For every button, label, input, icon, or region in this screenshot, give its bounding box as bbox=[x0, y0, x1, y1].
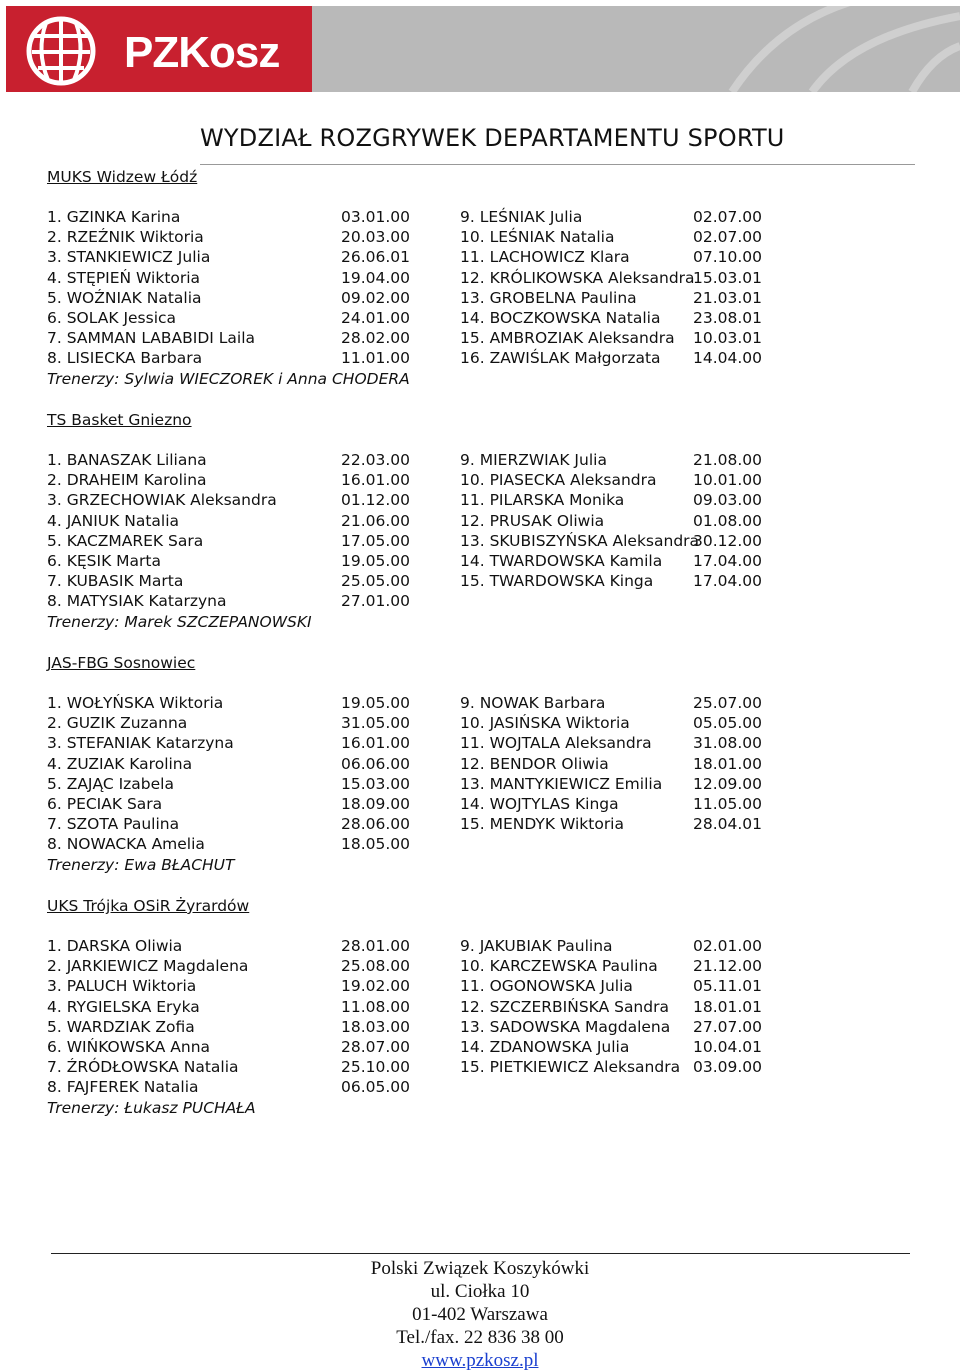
player-name: 11. OGONOWSKA Julia bbox=[460, 977, 633, 996]
team-name: UKS Trójka OSiR Żyrardów bbox=[47, 897, 250, 915]
player-name: 4. RYGIELSKA Eryka bbox=[47, 997, 200, 1016]
player-row bbox=[47, 552, 947, 572]
player-birthdate: 21.08.00 bbox=[693, 451, 763, 469]
player-name: 14. TWARDOWSKA Kamila bbox=[460, 552, 663, 570]
player-name: 4. ZUZIAK Karolina bbox=[47, 754, 193, 773]
player-name: 8. LISIECKA Barbara bbox=[47, 349, 203, 368]
player-birthdate: 21.12.00 bbox=[693, 957, 763, 976]
player-name: 15. AMBROZIAK Aleksandra bbox=[460, 329, 675, 348]
logo-wordmark: PZKosz bbox=[124, 28, 280, 77]
player-name: 3. PALUCH Wiktoria bbox=[47, 977, 197, 996]
player-birthdate: 12.09.00 bbox=[693, 774, 763, 793]
player-name: 2. GUZIK Zuzanna bbox=[47, 714, 188, 733]
player-name: 5. ZAJĄC Izabela bbox=[47, 774, 174, 793]
player-name: 6. KĘSIK Marta bbox=[47, 552, 161, 570]
player-birthdate: 03.01.00 bbox=[341, 208, 411, 226]
player-birthdate: 15.03.00 bbox=[341, 774, 411, 793]
player-name: 12. SZCZERBIŃSKA Sandra bbox=[460, 997, 669, 1016]
player-name: 1. DARSKA Oliwia bbox=[47, 937, 183, 955]
player-name: 13. GROBELNA Paulina bbox=[460, 288, 637, 307]
player-name: 3. GRZECHOWIAK Aleksandra bbox=[47, 491, 277, 510]
player-name: 7. KUBASIK Marta bbox=[47, 572, 184, 591]
player-name: 2. JARKIEWICZ Magdalena bbox=[47, 957, 249, 976]
player-birthdate: 19.04.00 bbox=[341, 268, 411, 287]
player-birthdate: 05.11.01 bbox=[693, 977, 763, 996]
player-birthdate: 09.02.00 bbox=[341, 288, 411, 307]
player-birthdate: 21.03.01 bbox=[693, 288, 763, 307]
team-name: MUKS Widzew Łódź bbox=[47, 168, 198, 186]
player-row bbox=[47, 734, 947, 754]
player-name: 3. STANKIEWICZ Julia bbox=[47, 248, 211, 267]
player-name: 7. SZOTA Paulina bbox=[47, 815, 180, 834]
footer-phone: Tel./fax. 22 836 38 00 bbox=[396, 1327, 564, 1348]
player-birthdate: 06.06.00 bbox=[341, 754, 411, 773]
player-row bbox=[47, 592, 947, 612]
player-row bbox=[47, 451, 947, 471]
player-row bbox=[47, 835, 947, 855]
player-name: 9. JAKUBIAK Paulina bbox=[460, 937, 613, 955]
player-name: 8. NOWACKA Amelia bbox=[47, 835, 205, 854]
player-name: 9. LEŚNIAK Julia bbox=[460, 208, 583, 226]
player-name: 15. PIETKIEWICZ Aleksandra bbox=[460, 1058, 681, 1077]
player-birthdate: 22.03.00 bbox=[341, 451, 411, 469]
player-name: 6. WIŃKOWSKA Anna bbox=[47, 1038, 211, 1056]
player-birthdate: 01.08.00 bbox=[693, 511, 763, 530]
player-name: 1. WOŁYŃSKA Wiktoria bbox=[47, 694, 224, 712]
player-row bbox=[47, 309, 947, 329]
logo-band bbox=[6, 6, 960, 92]
player-name: 13. MANTYKIEWICZ Emilia bbox=[460, 774, 663, 793]
player-birthdate: 18.09.00 bbox=[341, 795, 411, 813]
team-name: TS Basket Gniezno bbox=[47, 411, 192, 429]
player-row bbox=[47, 491, 947, 511]
player-name: 14. BOCZKOWSKA Natalia bbox=[460, 309, 661, 327]
coaches-line: Trenerzy: Łukasz PUCHAŁA bbox=[47, 1098, 256, 1117]
player-birthdate: 25.08.00 bbox=[341, 957, 411, 976]
court-lines-graphic bbox=[312, 6, 960, 92]
player-birthdate: 28.04.01 bbox=[693, 815, 763, 834]
player-birthdate: 06.05.00 bbox=[341, 1078, 411, 1097]
player-birthdate: 15.03.01 bbox=[693, 268, 763, 287]
player-name: 5. WOŹNIAK Natalia bbox=[47, 288, 202, 307]
player-row bbox=[47, 329, 947, 349]
player-name: 4. JANIUK Natalia bbox=[47, 511, 179, 530]
player-name: 8. FAJFEREK Natalia bbox=[47, 1078, 199, 1097]
player-birthdate: 17.04.00 bbox=[693, 552, 763, 570]
player-name: 10. JASIŃSKA Wiktoria bbox=[460, 714, 630, 733]
player-birthdate: 01.12.00 bbox=[341, 491, 411, 510]
player-birthdate: 24.01.00 bbox=[341, 309, 411, 327]
player-birthdate: 30.12.00 bbox=[693, 531, 763, 550]
title-divider bbox=[200, 164, 915, 165]
player-name: 14. ZDANOWSKA Julia bbox=[460, 1038, 630, 1056]
player-name: 7. SAMMAN LABABIDI Laila bbox=[47, 329, 256, 348]
player-birthdate: 11.08.00 bbox=[341, 997, 411, 1016]
player-birthdate: 17.04.00 bbox=[693, 572, 763, 591]
player-name: 6. SOLAK Jessica bbox=[47, 309, 177, 327]
player-row bbox=[47, 795, 947, 815]
player-row bbox=[47, 755, 947, 775]
player-name: 3. STEFANIAK Katarzyna bbox=[47, 734, 234, 753]
player-birthdate: 19.02.00 bbox=[341, 977, 411, 996]
player-row bbox=[47, 248, 947, 268]
player-birthdate: 09.03.00 bbox=[693, 491, 763, 510]
player-name: 10. PIASECKA Aleksandra bbox=[460, 471, 657, 490]
player-birthdate: 28.07.00 bbox=[341, 1038, 411, 1056]
player-birthdate: 10.03.01 bbox=[693, 329, 763, 348]
player-birthdate: 25.10.00 bbox=[341, 1058, 411, 1077]
player-birthdate: 27.01.00 bbox=[341, 592, 411, 611]
player-birthdate: 23.08.01 bbox=[693, 309, 763, 327]
player-name: 7. ŹRÓDŁOWSKA Natalia bbox=[47, 1058, 239, 1077]
player-birthdate: 20.03.00 bbox=[341, 228, 411, 247]
player-name: 1. BANASZAK Liliana bbox=[47, 451, 207, 469]
player-name: 16. ZAWIŚLAK Małgorzata bbox=[460, 349, 661, 368]
player-name: 15. MENDYK Wiktoria bbox=[460, 815, 624, 834]
player-birthdate: 02.07.00 bbox=[693, 208, 763, 226]
player-name: 12. BENDOR Oliwia bbox=[460, 754, 609, 773]
player-name: 2. DRAHEIM Karolina bbox=[47, 471, 207, 490]
player-birthdate: 18.01.01 bbox=[693, 997, 763, 1016]
player-row bbox=[47, 998, 947, 1018]
player-row bbox=[47, 1078, 947, 1098]
coaches-line: Trenerzy: Marek SZCZEPANOWSKI bbox=[47, 612, 312, 631]
player-row bbox=[47, 471, 947, 491]
player-birthdate: 05.05.00 bbox=[693, 714, 763, 733]
player-name: 14. WOJTYLAS Kinga bbox=[460, 795, 619, 813]
player-row bbox=[47, 349, 947, 369]
player-birthdate: 02.01.00 bbox=[693, 937, 763, 955]
player-birthdate: 25.05.00 bbox=[341, 572, 411, 591]
player-row bbox=[47, 977, 947, 997]
player-name: 13. SKUBISZYŃSKA Aleksandra bbox=[460, 531, 700, 550]
footer-city: 01-402 Warszawa bbox=[412, 1304, 548, 1325]
player-birthdate: 16.01.00 bbox=[341, 471, 411, 490]
player-birthdate: 19.05.00 bbox=[341, 694, 411, 712]
player-row bbox=[47, 1018, 947, 1038]
player-birthdate: 10.01.00 bbox=[693, 471, 763, 490]
logo-decoration bbox=[312, 6, 960, 92]
player-name: 4. STĘPIEŃ Wiktoria bbox=[47, 268, 201, 287]
player-birthdate: 31.05.00 bbox=[341, 714, 411, 733]
player-birthdate: 27.07.00 bbox=[693, 1017, 763, 1036]
team-section bbox=[47, 411, 763, 631]
player-name: 12. KRÓLIKOWSKA Aleksandra bbox=[460, 268, 695, 287]
player-name: 2. RZEŹNIK Wiktoria bbox=[47, 228, 204, 247]
player-row bbox=[47, 532, 947, 552]
basketball-icon bbox=[24, 14, 98, 88]
player-birthdate: 03.09.00 bbox=[693, 1058, 763, 1077]
team-section bbox=[47, 897, 763, 1117]
player-birthdate: 07.10.00 bbox=[693, 248, 763, 267]
player-birthdate: 16.01.00 bbox=[341, 734, 411, 753]
team-name: JAS-FBG Sosnowiec bbox=[47, 654, 196, 672]
player-birthdate: 11.01.00 bbox=[341, 349, 411, 368]
coaches-line: Trenerzy: Ewa BŁACHUT bbox=[47, 855, 235, 874]
player-birthdate: 10.04.01 bbox=[693, 1038, 763, 1056]
player-row bbox=[47, 714, 947, 734]
player-birthdate: 14.04.00 bbox=[693, 349, 763, 368]
player-name: 13. SADOWSKA Magdalena bbox=[460, 1017, 671, 1036]
footer-divider bbox=[51, 1253, 910, 1254]
coaches-line: Trenerzy: Sylwia WIECZOREK i Anna CHODERA bbox=[47, 369, 410, 388]
player-birthdate: 26.06.01 bbox=[341, 248, 411, 267]
player-row bbox=[47, 572, 947, 592]
player-name: 5. KACZMAREK Sara bbox=[47, 531, 204, 550]
player-birthdate: 28.02.00 bbox=[341, 329, 411, 348]
logo-panel bbox=[6, 6, 312, 92]
player-name: 11. LACHOWICZ Klara bbox=[460, 248, 630, 267]
player-name: 15. TWARDOWSKA Kinga bbox=[460, 572, 654, 591]
player-row bbox=[47, 937, 947, 957]
player-birthdate: 28.06.00 bbox=[341, 815, 411, 834]
player-name: 5. WARDZIAK Zofia bbox=[47, 1017, 195, 1036]
player-row bbox=[47, 1058, 947, 1078]
player-name: 10. LEŚNIAK Natalia bbox=[460, 228, 615, 247]
footer bbox=[0, 1257, 960, 1372]
player-name: 6. PECIAK Sara bbox=[47, 795, 163, 813]
player-birthdate: 21.06.00 bbox=[341, 511, 411, 530]
player-birthdate: 18.03.00 bbox=[341, 1017, 411, 1036]
player-birthdate: 28.01.00 bbox=[341, 937, 411, 955]
player-birthdate: 11.05.00 bbox=[693, 795, 763, 813]
player-name: 12. PRUSAK Oliwia bbox=[460, 511, 605, 530]
footer-website-link[interactable]: www.pzkosz.pl bbox=[421, 1350, 539, 1371]
player-name: 9. NOWAK Barbara bbox=[460, 694, 606, 712]
footer-street: ul. Ciołka 10 bbox=[430, 1281, 530, 1302]
player-name: 11. WOJTALA Aleksandra bbox=[460, 734, 652, 753]
team-section bbox=[47, 654, 763, 874]
player-birthdate: 18.01.00 bbox=[693, 754, 763, 773]
player-row bbox=[47, 694, 947, 714]
player-row bbox=[47, 1038, 947, 1058]
player-birthdate: 31.08.00 bbox=[693, 734, 763, 753]
player-birthdate: 17.05.00 bbox=[341, 531, 411, 550]
player-row bbox=[47, 815, 947, 835]
player-row bbox=[47, 289, 947, 309]
player-row bbox=[47, 775, 947, 795]
footer-org: Polski Związek Koszykówki bbox=[370, 1258, 590, 1279]
page-title: WYDZIAŁ ROZGRYWEK DEPARTAMENTU SPORTU bbox=[200, 124, 785, 152]
player-row bbox=[47, 208, 947, 228]
team-section bbox=[47, 168, 763, 388]
player-row bbox=[47, 957, 947, 977]
player-birthdate: 19.05.00 bbox=[341, 552, 411, 570]
player-row bbox=[47, 228, 947, 248]
player-birthdate: 02.07.00 bbox=[693, 228, 763, 247]
player-row bbox=[47, 269, 947, 289]
player-name: 11. PILARSKA Monika bbox=[460, 491, 625, 510]
player-name: 10. KARCZEWSKA Paulina bbox=[460, 957, 658, 976]
player-name: 8. MATYSIAK Katarzyna bbox=[47, 592, 227, 611]
player-birthdate: 18.05.00 bbox=[341, 835, 411, 854]
player-name: 1. GZINKA Karina bbox=[47, 208, 181, 226]
player-birthdate: 25.07.00 bbox=[693, 694, 763, 712]
player-name: 9. MIERZWIAK Julia bbox=[460, 451, 607, 469]
player-row bbox=[47, 512, 947, 532]
